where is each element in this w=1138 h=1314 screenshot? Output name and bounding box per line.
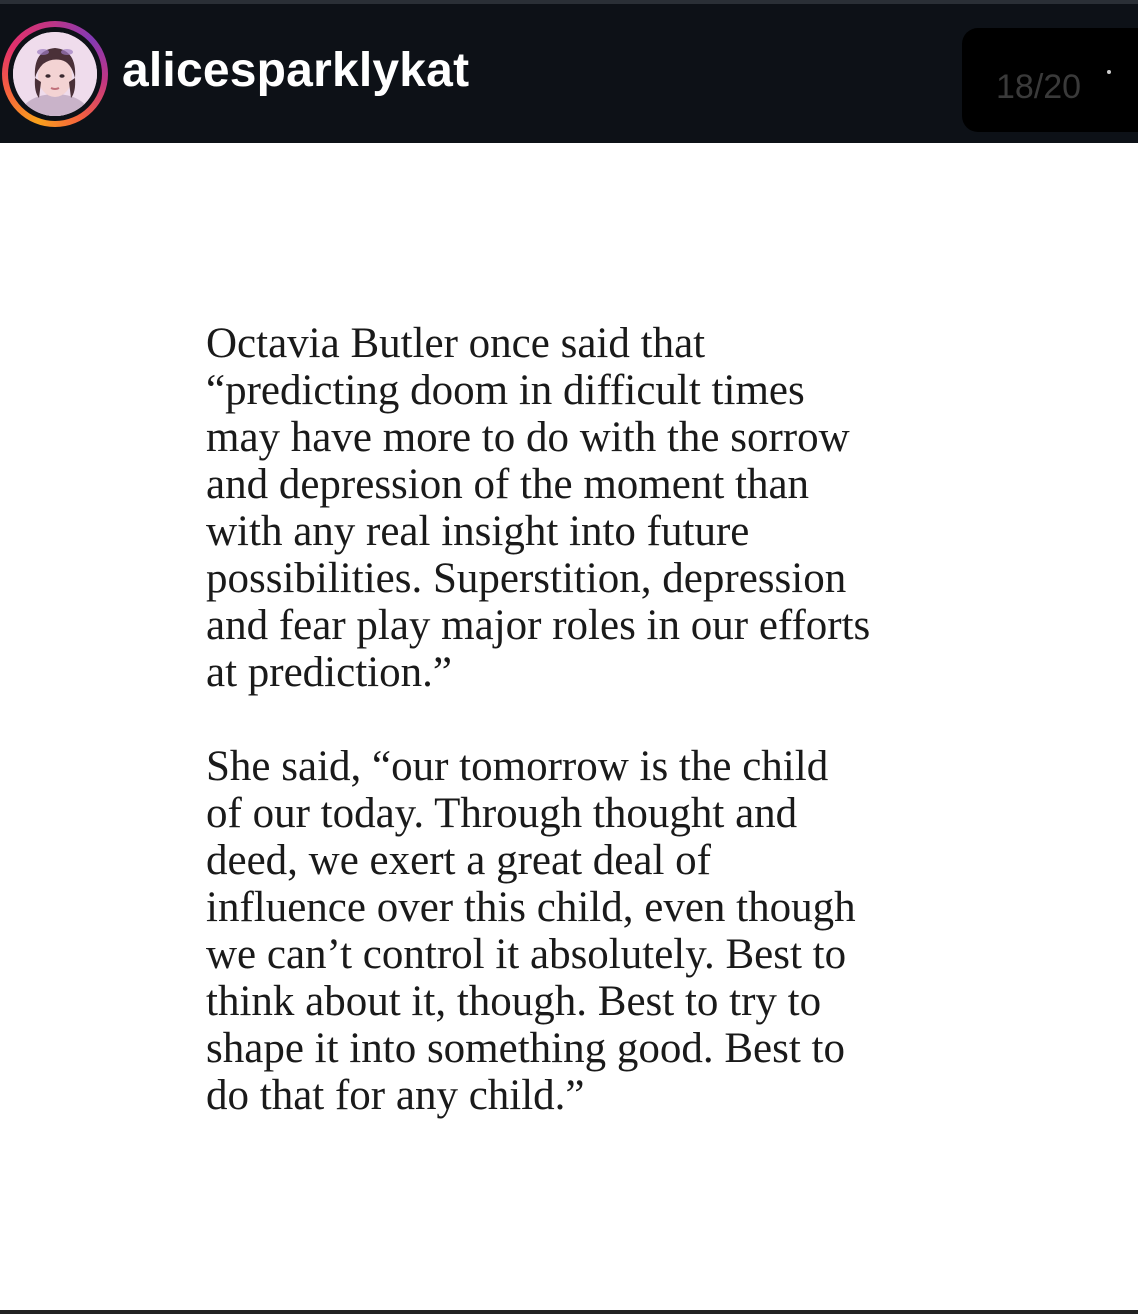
- text-line: at prediction.”: [206, 649, 452, 696]
- text-line: shape it into something good. Best to: [206, 1025, 845, 1072]
- text-line: may have more to do with the sorrow: [206, 414, 850, 461]
- text-line: deed, we exert a great deal of: [206, 837, 711, 884]
- avatar[interactable]: [13, 32, 97, 116]
- story-counter: 18/20: [996, 68, 1082, 106]
- bottom-divider: [0, 1310, 1138, 1314]
- text-line: “predicting doom in difficult times: [206, 367, 805, 414]
- text-line: think about it, though. Best to try to: [206, 978, 822, 1025]
- text-line: and fear play major roles in our efforts: [206, 602, 871, 649]
- quote-paragraph-1: [206, 320, 966, 696]
- text-line: of our today. Through thought and: [206, 790, 798, 837]
- top-divider: [0, 0, 1138, 4]
- avatar-image: [13, 32, 97, 116]
- story-avatar-ring[interactable]: [2, 21, 108, 127]
- story-header: [0, 0, 1138, 143]
- text-line: and depression of the moment than: [206, 461, 810, 508]
- story-text-card: [206, 320, 966, 1119]
- text-line: She said, “our tomorrow is the child: [206, 743, 829, 790]
- overlay-dot: [1107, 70, 1111, 74]
- text-line: possibilities. Superstition, depression: [206, 555, 847, 602]
- text-line: we can’t control it absolutely. Best to: [206, 931, 847, 978]
- text-line: do that for any child.”: [206, 1072, 585, 1119]
- text-line: influence over this child, even though: [206, 884, 856, 931]
- username[interactable]: alicesparklykat: [122, 44, 470, 97]
- text-line: Octavia Butler once said that: [206, 320, 706, 367]
- quote-paragraph-2: [206, 743, 966, 1119]
- text-line: with any real insight into future: [206, 508, 750, 555]
